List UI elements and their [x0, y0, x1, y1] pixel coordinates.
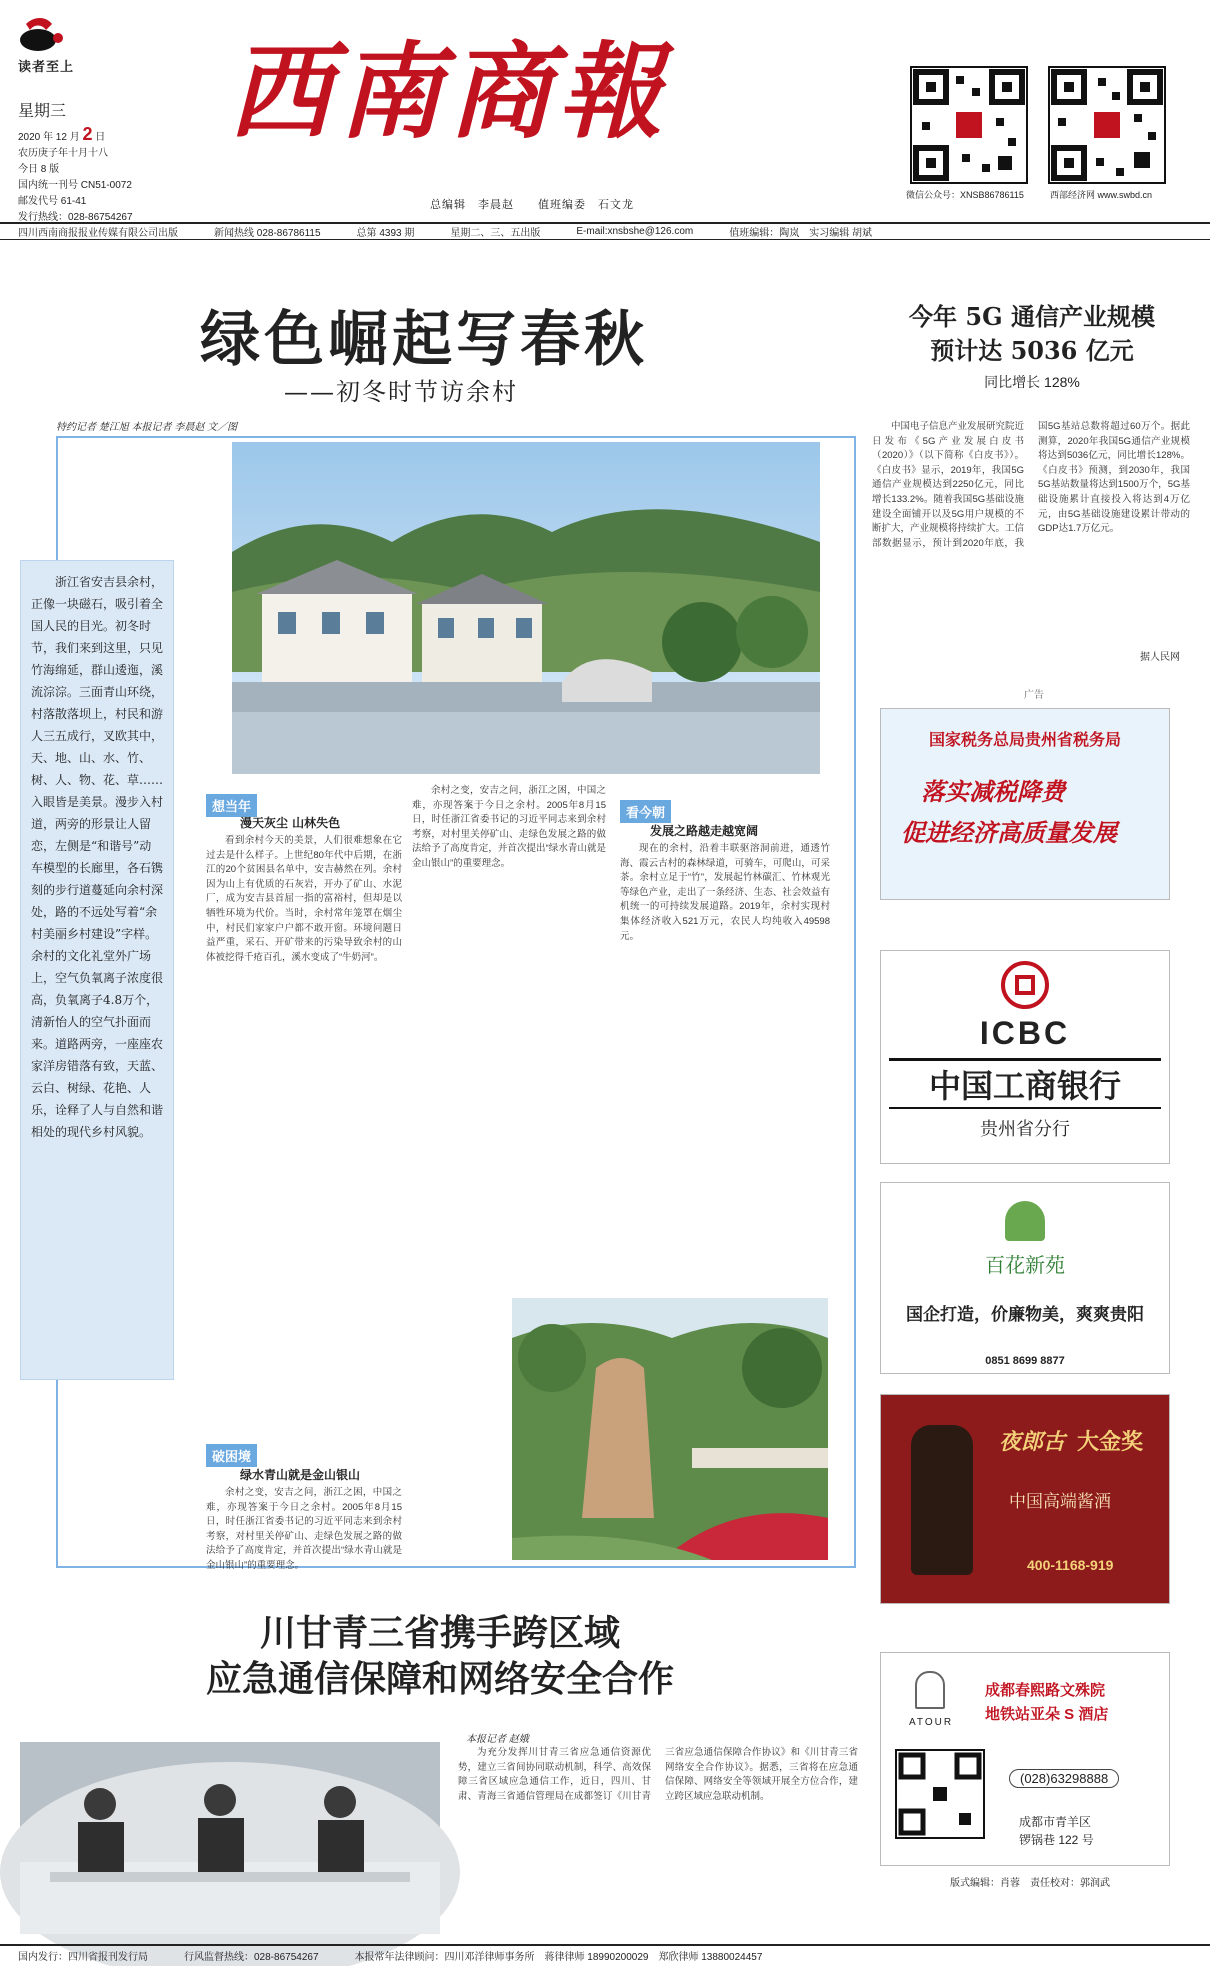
footer-bar [0, 1944, 1210, 1964]
middle-column-text: 余村之变，安吉之问，浙江之困，中国之难，亦现答案于今日之余村。2005年8月15日，时任浙江省委书记的习近平同志来到余村考察，对村里关停矿山、走绿色发展之路的做法给予了高度肯定，并首次提出“绿水青山就是金山银山”的重要理念。 [412, 785, 606, 869]
lunar-date: 农历庚子年十月十八 [18, 148, 108, 159]
wechat-qr-caption: 微信公众号：XNSB86786115 [906, 190, 1024, 200]
right-body [872, 420, 1190, 642]
hotel-phone: (028)63298888 [1009, 1769, 1119, 1788]
main-headline: 绿色崛起写春秋 [200, 305, 648, 375]
right-subhead: 同比增长 128% [984, 374, 1080, 390]
section-tag-past: 想当年 [206, 794, 257, 817]
section-body-breakthrough [206, 1486, 402, 1571]
tax-ad-line2: 促进经济高质量发展 [901, 818, 1117, 847]
hotel-address-1: 成都市青羊区 [1019, 1815, 1092, 1829]
tax-ad-title: 国家税务总局贵州省税务局 [928, 732, 1121, 749]
liquor-ad [880, 1394, 1170, 1604]
icbc-logo-icon [1001, 961, 1049, 1009]
intro-sidebar-text: 浙江省安吉县余村，正像一块磁石，吸引着全国人民的目光。初冬时节，我们来到这里，只见竹海绵延，群山逶迤，溪流淙淙。三面青山环绕，村落散落坝上，村民和游人三五成行，叉欧其中，天、地、山、水、竹、树、人、物、花、草……入眼皆是美景。漫步入村道，两旁的形景让人留恋，左侧是“和谐号”动车模型的长廊里，各石镌刻的步行道蔓延向余村深处，路的不远处写着“余村美丽乡村建设”字样。余村的文化礼堂外广场上，空气负氧离子浓度很高，负氧离子4.8万个，清新怡人的空气扑面而来。道路两旁，一座座农家洋房错落有致，天蓝、云白、树绿、花艳、人乐，诠释了人与自然和谐相处的现代乡村风貌。 [31, 575, 164, 1139]
section-title-breakthrough: 绿水青山就是金山银山 [240, 1468, 361, 1482]
icbc-code: ICBC [979, 1015, 1071, 1051]
info-publish-days: 星期二、三、五出版 [450, 228, 541, 239]
main-subhead: ——初冬时节访余村 [284, 378, 518, 406]
garden-phone: 0851 8699 8877 [985, 1355, 1065, 1367]
info-email: E-mail:xnsbshe@126.com [576, 226, 694, 237]
section-body-past [206, 834, 402, 1430]
hotel-ad [880, 1652, 1170, 1866]
liquor-award: 大金奖 [1077, 1429, 1144, 1454]
wechat-qr-code [910, 66, 1028, 184]
info-news-hotline: 新闻热线 028-86786115 [214, 228, 321, 239]
section-body-past-text: 看到余村今天的美景，人们很难想象在它过去是什么样子。上世纪80年代中后期，在浙江的20个贫困县名单中，安吉赫然在列。余村因为山上有优质的石灰岩，开办了矿山、水泥厂，成为安吉县首屈一指的富裕村，但却是以牺牲环境为代价。当时，余村常年笼罩在烟尘中，村民们家家户户都不敢开窗。环境问题日益严重，采石、开矿带来的污染导致余村的山体被挖得千疮百孔，溪水变成了“牛奶河”。 [206, 835, 402, 963]
date-suffix: 日 [95, 132, 106, 143]
icbc-branch: 贵州省分行 [980, 1119, 1070, 1140]
website-qr-caption: 西部经济网 www.swbd.cn [1050, 190, 1153, 200]
layout-editor-credit: 版式编辑：肖蓉 责任校对：郭润武 [950, 1878, 1110, 1889]
main-byline: 特约记者 楚江旭 本报记者 李晨赵 文／图 [56, 422, 238, 433]
liquor-phone: 400-1168-919 [1027, 1557, 1114, 1573]
liquor-tagline: 中国高端酱酒 [1009, 1492, 1111, 1512]
liquor-bottle-icon [911, 1425, 973, 1575]
hotel-qr-code [895, 1749, 985, 1839]
liquor-brand: 夜郎古 [999, 1429, 1066, 1455]
section-body-breakthrough-text: 余村之变，安吉之问，浙江之困，中国之难，亦现答案于今日之余村。2005年8月15日，时任浙江省委书记的习近平同志来到余村考察，对村里关停矿山、走绿色发展之路的做法给予了高度肯定，并首次提出“绿水青山就是金山银山”的重要理念。 [206, 1487, 402, 1571]
ad-label: 广告 [1024, 690, 1044, 701]
weekday: 星期三 [18, 101, 67, 120]
hotel-logo: ATOUR [909, 1717, 954, 1728]
section-title-past: 漫天灰尘 山林失色 [240, 816, 341, 830]
garden-slogan: 国企打造，价廉物美，爽爽贵阳 [906, 1305, 1144, 1324]
date-prefix: 2020 年 12 月 [18, 132, 80, 143]
lower-headline [170, 1610, 710, 1702]
right-source: 据人民网 [1140, 652, 1180, 663]
tax-ad-line1: 落实减税降费 [921, 777, 1065, 806]
page-count: 今日 8 版 [18, 164, 60, 175]
cn-number: 国内统一刊号 CN51-0072 [18, 180, 132, 191]
date-info [18, 126, 208, 226]
hotel-line1: 成都春熙路文殊院 [985, 1682, 1106, 1699]
footer-supervision-hotline: 行风监督热线：028-86754267 [184, 1951, 319, 1963]
icbc-ad [880, 950, 1170, 1164]
village-photo [232, 442, 820, 774]
footer-legal-counsel: 本报常年法律顾问：四川邓洋律师事务所 蒋律律师 18990200029 郑欣律师 13880024457 [354, 1951, 763, 1963]
editor-credits: 总编辑 李晨赵 值班编委 石文龙 [430, 199, 634, 211]
lower-body-text: 为充分发挥川甘青三省应急通信资源优势，建立三省间协同联动机制，科学、高效保障三省区域应急通信工作，近日，四川、甘肃、青海三省通信管理局在成都签订《川甘青三省应急通信保障合作协议》和《川甘青三省网络安全合作协议》。据悉，三省将在应急通信保障、网络安全等领域开展全方位合作，建立跨区域应急联动机制。 [458, 1747, 858, 1802]
website-qr-code [1048, 66, 1166, 184]
newspaper-logo-icon [16, 14, 76, 54]
hotel-logo-icon [915, 1671, 945, 1709]
section-tag-breakthrough: 破困境 [206, 1444, 257, 1467]
postal-code: 邮发代号 61-41 [18, 196, 87, 207]
date-day: 2 [82, 124, 93, 144]
intro-sidebar [20, 560, 174, 1380]
icbc-name: 中国工商银行 [889, 1058, 1161, 1109]
hotel-address-2: 锣锅巷 122 号 [1019, 1833, 1094, 1847]
info-issue-number: 总第 4393 期 [356, 228, 415, 239]
right-headline-line1: 今年 5G 通信产业规模 [909, 302, 1155, 331]
signing-ceremony-photo [20, 1742, 440, 1934]
lower-body [458, 1746, 858, 1936]
info-bar [0, 222, 1210, 240]
right-headline-line2: 预计达 5036 亿元 [930, 336, 1134, 365]
lower-byline: 本报记者 赵娥 [466, 1734, 529, 1745]
lower-headline-line1: 川甘青三省携手跨区域 [259, 1612, 620, 1654]
distribution-hotline: 发行热线：028-86754267 [18, 212, 133, 223]
garden-ad [880, 1182, 1170, 1374]
stone-monument-photo [512, 1298, 828, 1560]
garden-name: 百花新苑 [985, 1253, 1065, 1277]
hotel-line2: 地铁站亚朵 S 酒店 [985, 1706, 1109, 1723]
section-body-today-text: 现在的余村，沿着丰联驱溶洞前进，通透竹海、霞云古村的森林绿道，可骑车，可爬山，可采茶。余村立足于“竹”，发展起竹林碳汇、竹林观光等绿色产业，走出了一条经济、生态、社会效益有机统一的可持续发展道路。2019年，余村实现村集体经济收入521万元，农民人均纯收入49598元。 [620, 843, 830, 942]
middle-column-body [412, 784, 606, 1284]
tax-bureau-ad [880, 708, 1170, 900]
info-duty-editor: 值班编辑：陶岚 实习编辑 胡斌 [729, 228, 873, 239]
section-body-today [620, 842, 830, 1282]
masthead [0, 0, 1210, 230]
footer-distribution: 国内发行：四川省报刊发行局 [18, 1951, 148, 1963]
section-title-today: 发展之路越走越宽阔 [650, 824, 759, 838]
garden-logo-icon [1005, 1201, 1045, 1241]
lower-headline-line2: 应急通信保障和网络安全合作 [205, 1658, 674, 1700]
newspaper-title: 西南商報 [228, 30, 669, 153]
info-publisher: 四川西南商报报业传媒有限公司出版 [18, 228, 178, 239]
right-body-text: 中国电子信息产业发展研究院近日发布《5G产业发展白皮书（2020）》（以下简称《白皮书》）。《白皮书》显示，2019年，我国5G通信产业规模达到2250亿元，同比增长133.2%。随着我国5G基础设施建设全面铺开以及5G用户规模的不断扩大，产业规模将持续扩大。工信部数据显示，预计到2020年底，我国5G基站总数将超过60万个。据此测算，2020年我国5G通信产业规模将达到5036亿元，同比增长128%。《白皮书》预测，到2030年，我国5G基站数量将达到1500万个，5G基础设施累计直接投入将达到4万亿元，由5G基础设施建设累计带动的GDP达1.7万亿元。 [872, 421, 1190, 549]
right-headline [872, 300, 1192, 368]
section-tag-today: 看今朝 [620, 800, 671, 823]
motto: 读者至上 [18, 60, 75, 75]
